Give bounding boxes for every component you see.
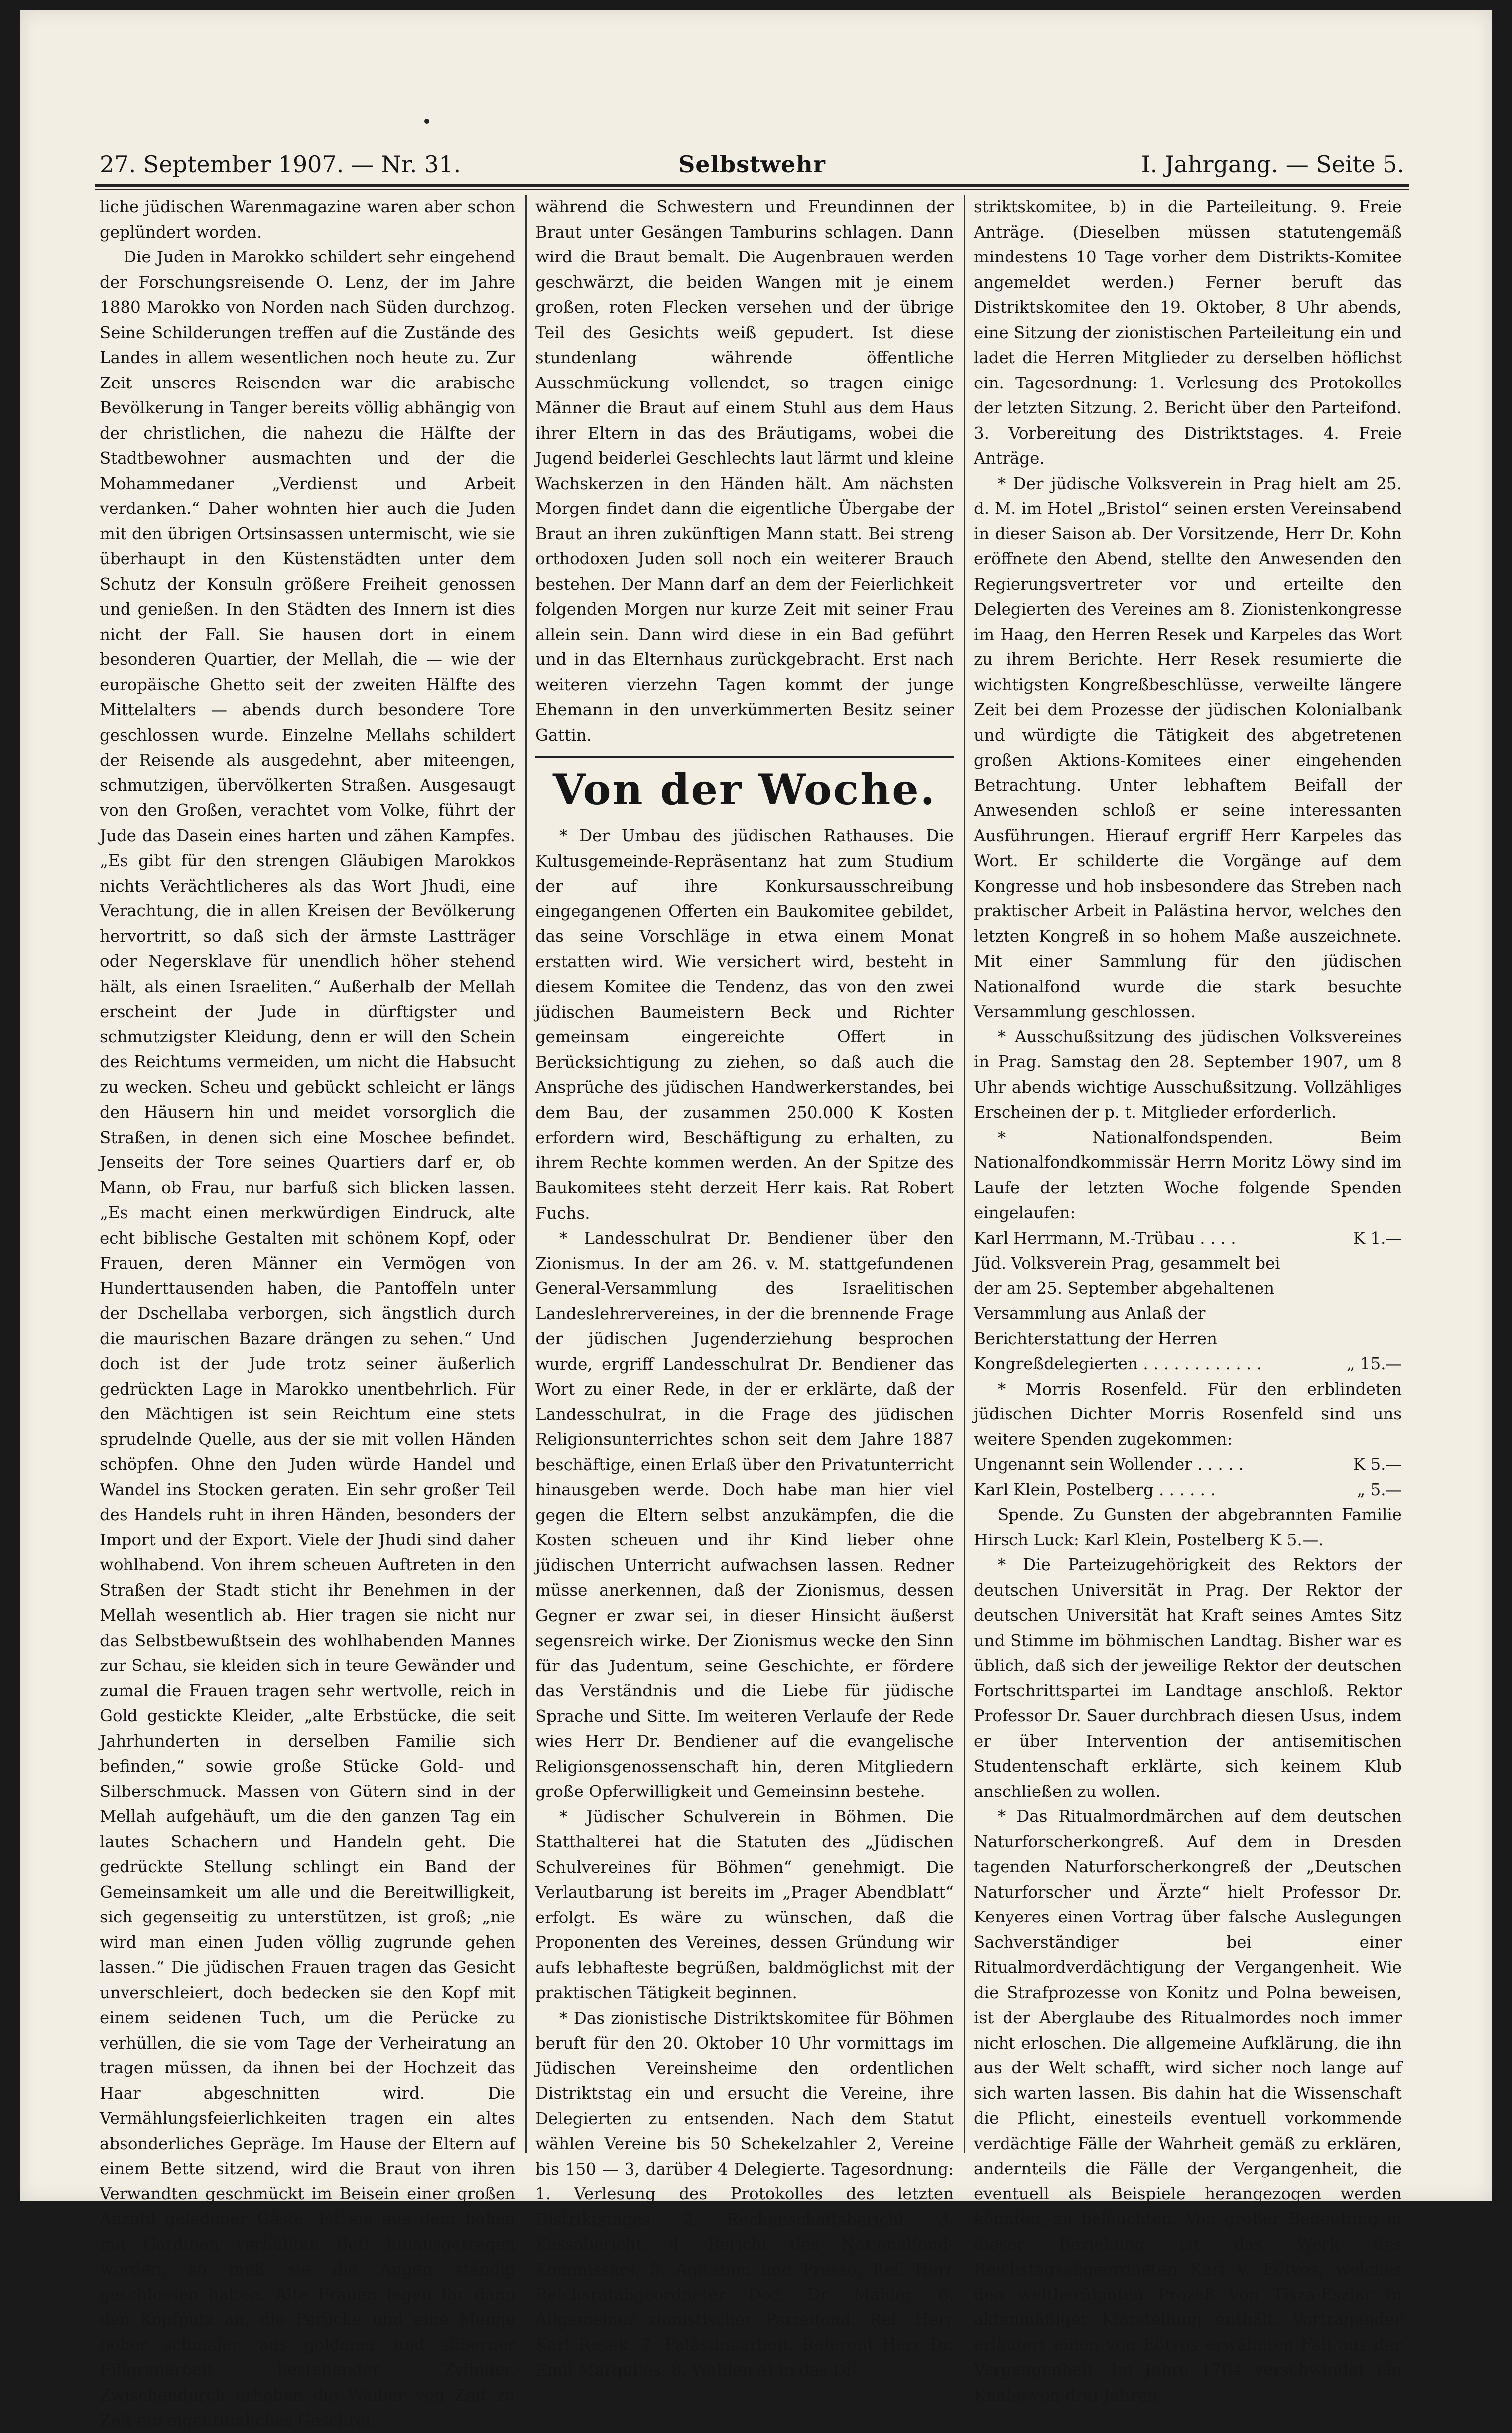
donation-row: [974, 1251, 1402, 1377]
news-item-continuation: striktskomitee, b) in die Parteileitung. 9. Freie Anträge. (Dieselben müssen statutengemäß mindestens 10 Tage vorher dem Distrikts-Komitee angemeldet werden.) Ferner beruft das Distriktskomitee den 19. Oktober, 8 Uhr abends, eine Sitzung der zionistischen Parteileitung ein und ladet die Herren Mitglieder zu derselben höflichst ein. Tagesordnung: 1. Verlesung des Protokolles der letzten Sitzung. 2. Bericht über den Parteifond. 3. Vorbereitung des Distriktstages. 4. Freie Anträge.: [974, 197, 1402, 468]
news-item-rektor: * Die Parteizugehörigkeit des Rektors der deutschen Universität in Prag. Der Rektor der deutschen Universität hat Kraft seines Amtes Sitz und Stimme im böhmischen Landtag. Bisher war es üblich, daß sich der jeweilige Rektor der deutschen Fortschrittspartei im Landtage anschloß. Rektor Professor Dr. Sauer durchbrach diesen Usus, indem er über Intervention der antisemitischen Studentenschaft erklärte, sich keinem Klub anschließen zu wollen.: [974, 1555, 1402, 1801]
donor-name: Ungenannt sein Wollender . . . . .: [974, 1455, 1244, 1474]
donor-name: Karl Klein, Postelberg . . . . . .: [974, 1480, 1216, 1499]
donor-name: Jüd. Volksverein Prag, gesammelt bei der am 25. September abgehaltenen Versammlung aus Anlaß der Berichterstattung der Herren Kongreßdelegierten . . . . . . . . . . . .: [974, 1254, 1280, 1373]
donation-row: [974, 1226, 1402, 1251]
news-item-ritualmord: * Das Ritualmordmärchen auf dem deutschen Naturforscherkongreß. Auf dem in Dresden tagenden Naturforscherkongreß der „Deutschen Naturforscher und Ärzte“ hielt Professor Dr. Kenyeres einen Vortrag über falsche Auslegungen Sachverständiger bei einer Ritualmordverdächtigung der Vergangenheit. Wie die Strafprozesse von Konitz und Polna beweisen, ist der Aberglaube des Ritualmordes noch immer nicht erloschen. Die allgemeine Aufklärung, die ihn aus der Welt schafft, wird sicher noch lange auf sich warten lassen. Bis dahin hat die Wissenschaft die Pflicht, einesteils eventuell vorkommende verdächtige Fälle der Wahrheit gemäß zu erklären, andernteils die Fälle der Vergangenheit, die eventuell als Beispiele herangezogen werden könnten, zu beleuchten. Von großer Bedeutung in dieser Beziehung ist das Werk des Reichstagsabgeordneten Karl v. Eötvös, welches den weltberühmten Prozeß von Tisza-Eszlar in aktenmäßiger Klarstellung enthält. Vortragender erläutert einen von Eötvös erwähnten Fall aus der Vergangenheit. Im Jahre 1764 verschwindet ein Knabe von drei Jahren: [974, 1807, 1402, 2405]
article-continuation: während die Schwestern und Freundinnen der Braut unter Gesängen Tamburins schlagen. Dann wird die Braut bemalt. Die Augenbrauen werden geschwärzt, die beiden Wangen mit je einem großen, roten Flecken versehen und der übrige Teil des Gesichts weiß gepudert. Ist diese stundenlang währende öffentliche Ausschmückung vollendet, so tragen einige Männer die Braut auf einem Stuhl aus dem Haus ihrer Eltern in das des Bräutigams, wobei die Jugend beiderlei Geschlechts laut lärmt und kleine Wachskerzen in den Händen hält. Am nächsten Morgen findet dann die eigentliche Übergabe der Braut an ihren zukünftigen Mann statt. Bei streng orthodoxen Juden soll noch ein weiterer Brauch bestehen. Der Mann darf an dem der Feierlichkeit folgenden Morgen nur kurze Zeit mit seiner Frau allein sein. Dann wird diese in ein Bad geführt und in das Elternhaus zurückgebracht. Erst nach weiteren vierzehn Tagen kommt der junge Ehemann in den unverkümmerten Besitz seiner Gattin.: [535, 197, 954, 745]
news-item-spende: Spende. Zu Gunsten der abgebrannten Familie Hirsch Luck: Karl Klein, Postelberg K 5.—.: [974, 1505, 1402, 1549]
header-rule: [95, 184, 1409, 187]
column-rule: [964, 195, 965, 2153]
newspaper-page: [20, 10, 1492, 2430]
news-item-volksverein: * Der jüdische Volksverein in Prag hielt am 25. d. M. im Hotel „Bristol“ seinen ersten Vereinsabend in dieser Saison ab. Der Vorsitzende, Herr Dr. Kohn eröffnete den Abend, stellte den Anwesenden den Regierungsvertreter vor und erteilte den Delegierten des Vereines am 8. Zionistenkongresse im Haag, den Herren Resek und Karpeles das Wort zu ihrem Berichte. Herr Resek resumierte die wichtigsten Kongreßbeschlüsse, verweilte längere Zeit bei dem Prozesse der jüdischen Kolonialbank und würdigte die Tätigkeit des abgetretenen großen Aktions-Komitees einer eingehenden Betrachtung. Unter lebhaftem Beifall der Anwesenden schloß er seine interessanten Ausführungen. Hierauf ergriff Herr Karpeles das Wort. Er schilderte die Vorgänge auf dem Kongresse und hob insbesondere das Streben nach praktischer Arbeit in Palästina hervor, welches den letzten Kongreß in so hohem Maße auszeichnete. Mit einer Sammlung für den jüdischen Nationalfond wurde die stark besuchte Versammlung geschlossen.: [974, 474, 1402, 1021]
news-item-distriktskomitee: * Das zionistische Distriktskomitee für Böhmen beruft für den 20. Oktober 10 Uhr vormittags im Jüdischen Vereinsheime den ordentlichen Distriktstag ein und ersucht die Vereine, ihre Delegierten zu entsenden. Nach dem Statut wählen Vereine bis 50 Schekelzahler 2, Vereine bis 150 — 3, darüber 4 Delegierte. Tagesordnung: 1. Verlesung des Protokolles des letzten Distriktstages. 2. Rechenschaftsbericht. 3. Kassabericht. 4. Bericht des Nationalfond-Kommissärs. 5. Agitation und Presse. Ref. Herr Reichsratabgeordneter Doc. Dr. Mahler. 6. Allgemeiner zionistischer Parteifond. Ref. Herr Karl Resek. 7. Palästinaarbeit. Referent Herr Dr. Emil Margulies. 8. Wahlen a) in das Di-: [535, 2008, 954, 2380]
column-2: [535, 194, 954, 2380]
column-3: [974, 194, 1402, 2405]
news-item-nationalfond: * Nationalfondspenden. Beim Nationalfondkommissär Herrn Moritz Löwy sind im Laufe der letzten Woche folgende Spenden eingelaufen:: [974, 1128, 1402, 1222]
donation-row: [974, 1477, 1402, 1503]
section-separator: [535, 756, 954, 758]
donation-row: [974, 1452, 1402, 1477]
donation-amount: K 5.—: [1353, 1455, 1402, 1474]
header-rule-thin: [95, 189, 1409, 190]
newspaper-title: Selbstwehr: [678, 151, 826, 178]
article-morocco: Die Juden in Marokko schildert sehr eingehend der Forschungsreisende O. Lenz, der im Jahre 1880 Marokko von Norden nach Süden durchzog. Seine Schilderungen treffen auf die Zustände des Landes in allem wesentlichen noch heute zu. Zur Zeit unseres Reisenden war die arabische Bevölkerung in Tanger bereits völlig abhängig von der christlichen, die nahezu die Hälfte der Stadtbewohner ausmachten und der die Mohammedaner „Verdienst und Arbeit verdanken.“ Daher wohnten hier auch die Juden mit den übrigen Ortsinsassen untermischt, wie sie überhaupt in den Küstenstädten unter dem Schutz der Konsuln größere Freiheit genossen und genießen. In den Städten des Innern ist dies nicht der Fall. Sie hausen dort in einem besonderen Quartier, der Mellah, die — wie der europäische Ghetto seit der zweiten Hälfte des Mittelalters — abends durch besondere Tore geschlossen wurde. Einzelne Mellahs schildert der Reisende als ausgedehnt, aber miteengen, schmutzigen, übervölkerten Straßen. Ausgesaugt von den Großen, verachtet vom Volke, führt der Jude das Dasein eines harten und zähen Kampfes. „Es gibt für den strengen Gläubigen Marokkos nichts Verächtlicheres als das Wort Jhudi, eine Verachtung, die in allen Kreisen der Bevölkerung hervortritt, so daß sich der ärmste Lastträger oder Negersklave für unendlich höher stehend hält, als einen Israeliten.“ Außerhalb der Mellah erscheint der Jude in dürftigster und schmutzigster Kleidung, denn er will den Schein des Reichtums vermeiden, um nicht die Habsucht zu wecken. Scheu und gebückt schleicht er längs den Häusern hin und meidet vorsorglich die Straßen, in denen sich eine Moschee befindet. Jenseits der Tore seines Quartiers darf er, ob Mann, ob Frau, nur barfuß sich blicken lassen. „Es macht einen merkwürdigen Eindruck, alte echt biblische Gestalten mit schönem Kopf, oder Frauen, deren Männer ein Vermögen von Hunderttausenden haben, die Pantoffeln unter der Dschellaba verborgen, sich ängstlich durch die maurischen Bazare drängen zu sehen.“ Und doch ist der Jude trotz seiner äußerlich gedrückten Lage in Marokko unentbehrlich. Für den Mächtigen ist sein Reichtum eine stets sprudelnde Quelle, aus der sie mit vollen Händen schöpfen. Ohne den Juden würde Handel und Wandel ins Stocken geraten. Ein sehr großer Teil des Handels ruht in ihren Händen, besonders der Import und der Export. Viele der Jhudi sind daher wohlhabend. Von ihrem scheuen Auftreten in den Straßen der Stadt sticht ihr Benehmen in der Mellah wesentlich ab. Hier tragen sie nicht nur das Selbstbewußtsein des wohlhabenden Mannes zur Schau, sie kleiden sich in teure Gewänder und zumal die Frauen tragen sehr wertvolle, reich in Gold gestickte Kleider, „alte Erbstücke, die seit Jahrhunderten in derselben Familie sich befinden,“ sowie große Stücke Gold- und Silberschmuck. Massen von Gütern sind in der Mellah aufgehäuft, um die den ganzen Tag ein lautes Schachern und Handeln geht. Die gedrückte Stellung schlingt ein Band der Gemeinsamkeit um alle und die Bereitwilligkeit, sich gegenseitig zu unterstützen, ist groß; „nie wird man einen Juden völlig zugrunde gehen lassen.“ Die jüdischen Frauen tragen das Gesicht unverschleiert, doch bedecken sie den Kopf mit einem seidenen Tuch, um die Perücke zu verhüllen, die sie vom Tage der Verheiratung an tragen müssen, da ihnen bei der Hochzeit das Haar abgeschnitten wird. Die Vermählungsfeierlichkeiten tragen ein altes absonderliches Gepräge. Im Hause der Eltern auf einem Bette sitzend, wird die Braut von ihren Verwandten geschmückt im Beisein einer großen Anzahl geladener Gäste. Ist sie aus dem hohen mit Gardinen verhüllten Bett hinausgetragen worden, so muß sie die Augen ständig geschlossen halten. Alte Frauen legen ihr dann den Kopfputz an, die Perücke und eine Menge hoher schmaler, aus goldener und silberner Filigranarbeit bestehender Zylinder. Zwischendurch erheben die Weiber von Zeit zu Zeit ein eigentümliches Geschrei,: [100, 248, 515, 2430]
column-rule: [525, 195, 527, 2153]
page-number: I. Jahrgang. — Seite 5.: [1141, 151, 1404, 178]
news-item-bendiener: * Landesschulrat Dr. Bendiener über den Zionismus. In der am 26. v. M. stattgefundenen General-Versammlung des Israelitischen Landeslehrervereines, in der die brennende Frage der jüdischen Jugenderziehung besprochen wurde, ergriff Landesschulrat Dr. Bendiener das Wort zu einer Rede, in der er erklärte, daß der Landesschulrat, in die Frage des jüdischen Religionsunterrichtes schon seit dem Jahre 1887 beschäftige, einen Erlaß über den Privatunterricht hinausgeben werde. Doch habe man hier viel gegen die Eltern selbst anzukämpfen, die die Kosten scheuen und ihr Kind lieber ohne jüdischen Unterricht aufwachsen lassen. Redner müsse anerkennen, daß der Zionismus, dessen Gegner er zwar sei, in dieser Hinsicht äußerst segensreich wirke. Der Zionismus wecke den Sinn für das Judentum, seine Geschichte, er fördere das Verständnis und die Liebe für jüdische Sprache und Sitte. Im weiteren Verlaufe der Rede wies Herr Dr. Bendiener auf die evangelische Religionsgenossenschaft hin, deren Mitgliedern große Opferwilligkeit und Gemeinsinn bestehe.: [535, 1229, 954, 1801]
news-item-rathaus: * Der Umbau des jüdischen Rathauses. Die Kultusgemeinde-Repräsentanz hat zum Studium der auf ihre Konkursausschreibung eingegangenen Offerten ein Baukomitee gebildet, das seine Vorschläge in etwa einem Monat erstatten wird. Wie versichert wird, besteht in diesem Komitee die Tendenz, das von den zwei jüdischen Baumeistern Beck und Richter gemeinsam eingereichte Offert in Berücksichtigung zu ziehen, so daß auch die Ansprüche des jüdischen Handwerkerstandes, bei dem Bau, der zusammen 250.000 K Kosten erfordern wird, Beschäftigung zu erhalten, zu ihrem Rechte kommen werden. An der Spitze des Baukomitees steht derzeit Herr kais. Rat Robert Fuchs.: [535, 826, 954, 1223]
donor-name: Karl Herrmann, M.-Trübau . . . .: [974, 1228, 1236, 1248]
section-title: Von der Woche.: [553, 765, 936, 814]
column-1: [100, 194, 515, 2430]
donation-amount: „ 15.—: [1346, 1354, 1402, 1373]
news-item-schulverein: * Jüdischer Schulverein in Böhmen. Die Statthalterei hat die Statuten des „Jüdischen Schulvereines für Böhmen“ genehmigt. Die Verlautbarung ist bereits im „Prager Abendblatt“ erfolgt. Es wäre zu wünschen, daß die Proponenten des Vereines, dessen Gründung wir aufs lebhafteste begrüßen, baldmöglichst mit der praktischen Tätigkeit beginnen.: [535, 1807, 954, 2002]
news-item-rosenfeld: * Morris Rosenfeld. Für den erblindeten jüdischen Dichter Morris Rosenfeld sind uns weitere Spenden zugekommen:: [974, 1379, 1402, 1449]
issue-date: 27. September 1907. — Nr. 31.: [100, 151, 461, 178]
article-fragment: liche jüdischen Warenmagazine waren aber schon geplündert worden.: [100, 197, 515, 242]
page-header: [100, 147, 1404, 182]
news-item-ausschusssitzung: * Ausschußsitzung des jüdischen Volksvereines in Prag. Samstag den 28. September 1907, um 8 Uhr abends wichtige Ausschußsitzung. Vollzähliges Erscheinen der p. t. Mitglieder erforderlich.: [974, 1027, 1402, 1122]
print-mark: [424, 119, 429, 124]
donation-amount: K 1.—: [1353, 1228, 1402, 1248]
donation-amount: „ 5.—: [1357, 1480, 1402, 1499]
